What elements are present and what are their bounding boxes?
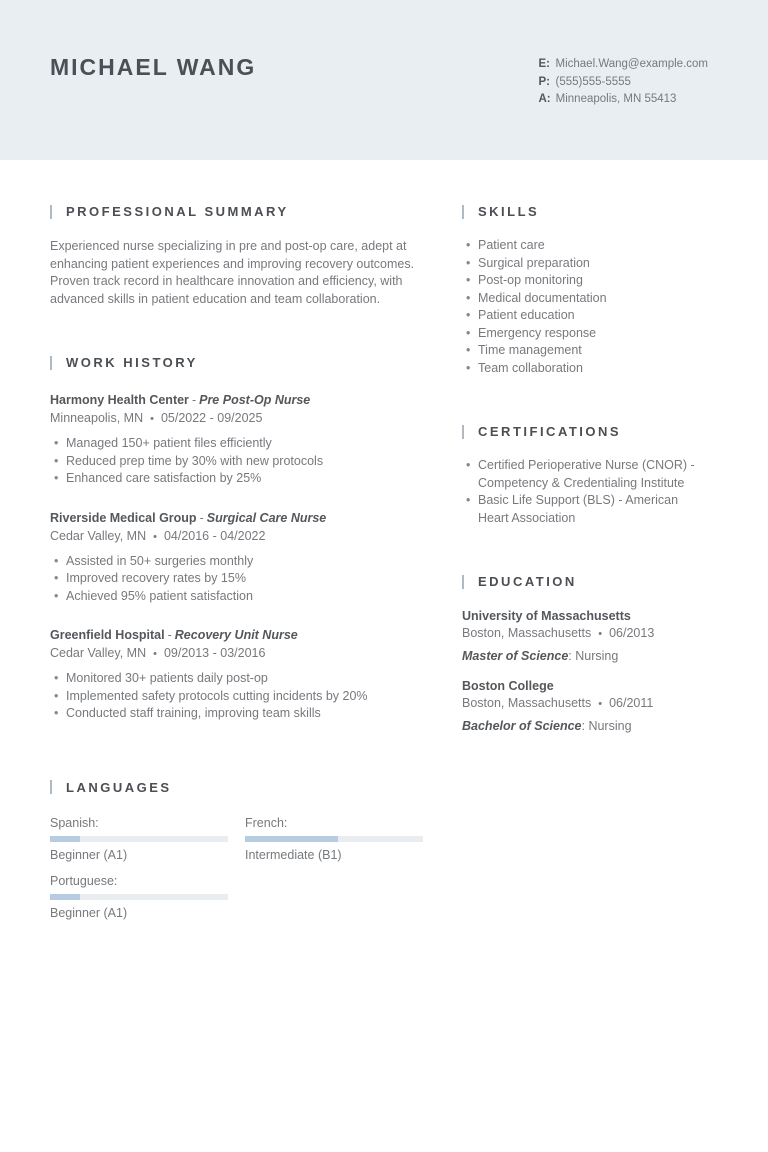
degree-line [462,649,712,663]
school-location: Boston, Massachusetts [462,626,592,640]
address-label: A: [538,93,551,105]
degree-field: : Nursing [581,719,632,733]
contact-address [539,91,709,109]
job-bullet: • Managed 150+ patient files efficiently [50,435,416,453]
phone-label: P: [538,75,550,88]
graduation-date: 06/2011 [609,696,654,710]
skills-heading-label: SKILLS [478,204,540,219]
job-entry [50,510,416,606]
degree-field: : Nursing [568,649,619,663]
job-bullet-list [50,553,416,606]
job-title-line [50,392,416,408]
professional-summary-heading [50,204,416,219]
section-languages [50,780,416,920]
job-bullet: • Improved recovery rates by 15% [50,570,416,588]
skill-item: • Time management [462,342,712,360]
section-bar [50,205,52,219]
certification-item: • Certified Perioperative Nurse (CNOR) - Competency & Credentialing Institute [462,457,712,492]
section-skills [462,204,712,377]
summary-text: Experienced nurse specializing in pre and post-op care, adept at enhancing patient experiences and improving recovery outcomes. Proven track record in healthcare innovation and efficiency, with advanced skills in patient education and team collaboration. [50,239,415,306]
skill-item: • Emergency response [462,325,712,343]
section-education [462,574,712,733]
certifications-list [462,457,712,527]
language-item [50,874,228,920]
graduation-date: 06/2013 [609,626,655,640]
skill-item: • Surgical preparation [462,255,712,273]
job-company: Harmony Health Center [50,393,189,407]
skill-item: • Medical documentation [462,290,712,308]
skill-item: • Patient education [462,307,712,325]
degree-line [462,719,712,733]
dot-separator: • [153,530,157,543]
page-title: MICHAEL WANG [50,54,257,80]
job-dates: 05/2022 - 09/2025 [160,411,263,425]
job-bullet: • Implemented safety protocols cutting incidents by 20% [50,688,416,706]
dot-separator: • [153,648,157,660]
job-bullet-list [50,435,416,488]
dash-separator: - [167,628,172,642]
dot-separator: • [598,628,603,640]
job-bullet: • Achieved 95% patient satisfaction [50,588,416,606]
dash-separator: - [199,510,204,525]
job-location: Cedar Valley, MN [50,528,147,543]
job-dates: 09/2013 - 03/2016 [163,646,266,660]
contact-phone [539,74,709,92]
job-bullet: • Conducted staff training, improving team skills [50,705,416,723]
job-location: Cedar Valley, MN [50,646,147,660]
job-entry [50,392,416,488]
job-bullet: • Monitored 30+ patients daily post-op [50,670,416,688]
dot-separator: • [598,698,603,710]
job-title-line [50,510,416,526]
education-heading [462,574,712,589]
job-entry [50,627,416,723]
degree-name: Master of Science [462,649,569,663]
language-progress-fill [50,836,80,842]
school-name: University of Massachusetts [462,609,631,623]
work-history-heading [50,355,416,370]
professional-summary-heading-label: PROFESSIONAL SUMMARY [66,204,289,219]
language-level: Beginner (A1) [50,905,128,920]
language-progress-fill [245,836,338,842]
dash-separator: - [191,393,197,407]
job-meta-line [50,529,416,543]
language-progress-track [245,836,423,842]
contact-email [539,56,709,74]
certifications-heading-label: CERTIFICATIONS [478,424,622,439]
section-professional-summary [50,204,416,308]
contact-block [539,54,709,109]
education-entry [462,609,712,663]
certifications-heading [462,424,712,439]
job-position: Pre Post-Op Nurse [199,393,311,407]
language-name: Portuguese: [50,873,118,888]
language-level: Beginner (A1) [50,847,128,862]
languages-heading [50,780,416,795]
section-work-history [50,355,416,723]
job-title-line [50,627,416,643]
section-certifications [462,424,712,527]
job-dates: 04/2016 - 04/2022 [163,528,266,543]
section-bar [462,575,464,589]
address-value: Minneapolis, MN 55413 [555,93,677,105]
job-bullet-list [50,670,416,723]
header [0,0,768,160]
school-location: Boston, Massachusetts [462,696,592,710]
certification-item: • Basic Life Support (BLS) - American Heart Association [462,492,712,527]
skill-item: • Post-op monitoring [462,272,712,290]
dot-separator: • [150,413,154,425]
job-bullet: • Enhanced care satisfaction by 25% [50,470,416,488]
skills-list [462,237,712,377]
school-meta-line [462,696,712,710]
job-meta-line [50,411,416,425]
section-bar [50,780,52,794]
column-gap [416,160,462,920]
education-heading-label: EDUCATION [478,574,577,589]
education-entry [462,679,712,733]
job-location: Minneapolis, MN [50,411,144,425]
job-company: Riverside Medical Group [50,510,197,525]
right-column [462,160,712,920]
job-position: Recovery Unit Nurse [174,628,298,642]
school-name: Boston College [462,679,554,693]
language-progress-track [50,836,228,842]
section-bar [462,205,464,219]
skill-item: • Team collaboration [462,360,712,378]
degree-name: Bachelor of Science [462,719,582,733]
language-name: French: [245,815,288,830]
language-level: Intermediate (B1) [245,847,342,862]
job-position: Surgical Care Nurse [206,510,327,525]
language-name: Spanish: [50,815,99,830]
languages-heading-label: LANGUAGES [66,779,172,795]
job-company: Greenfield Hospital [50,628,165,642]
job-meta-line [50,646,416,660]
language-progress-track [50,894,228,900]
email-value: Michael.Wang@example.com [555,58,708,70]
skill-item: • Patient care [462,237,712,255]
school-meta-line [462,626,712,640]
language-item [50,816,228,862]
section-bar [50,356,52,370]
content [0,160,768,920]
work-history-heading-label: WORK HISTORY [66,355,198,370]
skills-heading [462,204,712,219]
email-label: E: [538,58,550,70]
language-grid [50,816,416,920]
language-item [245,816,423,862]
language-progress-fill [50,894,80,900]
section-bar [462,425,464,439]
job-bullet: • Reduced prep time by 30% with new protocols [50,453,416,471]
left-column [50,160,416,920]
job-bullet: • Assisted in 50+ surgeries monthly [50,553,416,571]
phone-value: (555)555-5555 [555,75,631,88]
